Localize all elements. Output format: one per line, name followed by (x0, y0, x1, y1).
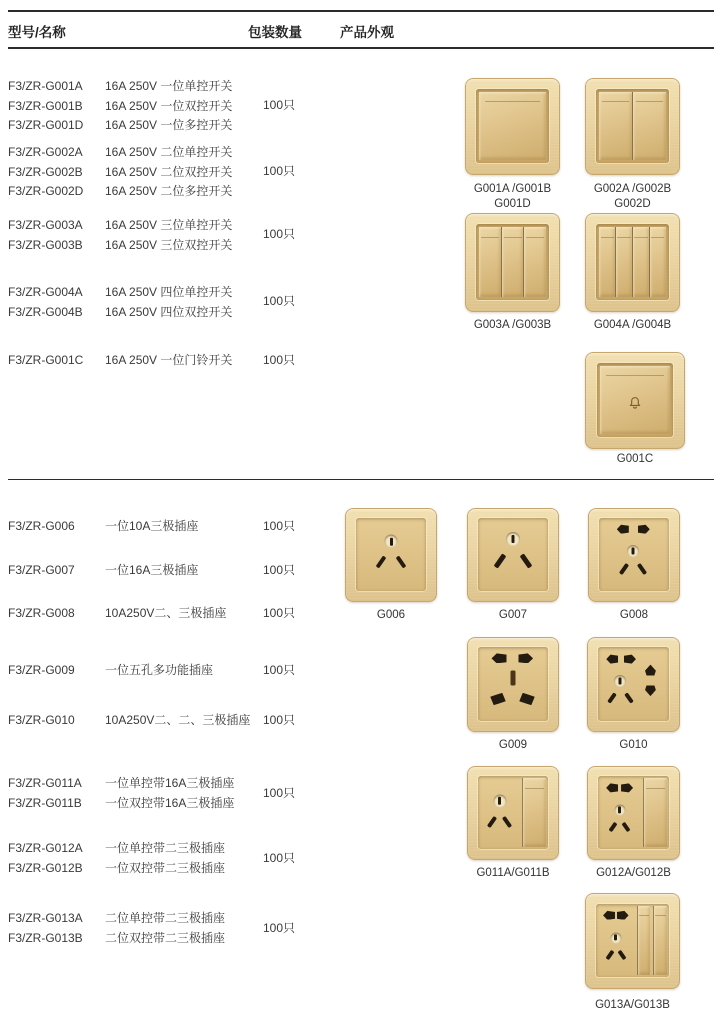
model-code: F3/ZR-G013A (8, 911, 83, 925)
switch-rocker (502, 227, 523, 297)
product-caption-line: G010 (619, 739, 648, 751)
socket-pin-hole (376, 556, 387, 569)
model-code: F3/ZR-G012A (8, 841, 83, 855)
product-description: 一位双控带二三极插座 (105, 860, 226, 875)
header-rule (8, 47, 714, 49)
plate-face (596, 89, 668, 164)
socket-flat-hole (617, 911, 629, 920)
product-caption (448, 182, 578, 212)
plate-face (599, 518, 669, 590)
package-quantity: 100只 (263, 921, 296, 935)
product-caption-line: G007 (498, 609, 528, 621)
product-caption-line: G001A /G001B (473, 183, 552, 195)
socket-earth-hole (627, 545, 639, 557)
product-caption-line: G008 (619, 609, 649, 621)
switch-rocker (600, 366, 670, 435)
model-code: F3/ZR-G002A (8, 145, 83, 159)
socket-flat-hole (492, 653, 507, 663)
section-divider (8, 479, 714, 480)
switch-rocker (479, 227, 500, 297)
package-quantity: 100只 (263, 164, 296, 178)
model-code: F3/ZR-G004B (8, 304, 83, 319)
switch-rocker (638, 906, 650, 976)
package-quantity: 100只 (263, 98, 296, 112)
switch-rocker (654, 906, 666, 976)
product-description: 16A 250V 一位双控开关 (105, 98, 233, 113)
product-image-g001c (585, 352, 685, 449)
product-image-g001 (465, 78, 560, 175)
socket-earth-hole (493, 794, 506, 807)
product-caption (569, 738, 699, 753)
plate-face (356, 518, 426, 590)
column-header-appearance: 产品外观 (340, 25, 394, 40)
product-caption (568, 182, 698, 212)
socket-pin-hole (619, 563, 629, 575)
switch-rocker (650, 227, 666, 297)
package-quantity: 100只 (263, 563, 296, 577)
product-image-g009 (467, 637, 559, 732)
socket-pin-hole (519, 553, 532, 568)
socket-earth-hole (614, 804, 625, 815)
model-code: F3/ZR-G003B (8, 237, 83, 252)
switch-rocker (599, 92, 632, 161)
product-description: 16A 250V 四位双控开关 (105, 304, 233, 319)
socket-pin-hole (494, 553, 507, 568)
socket-pin-hole (622, 822, 631, 832)
product-caption (569, 866, 699, 881)
package-quantity: 100只 (263, 786, 296, 800)
product-caption (326, 608, 456, 623)
package-quantity: 100只 (263, 606, 296, 620)
socket-pin-hole (624, 692, 634, 703)
socket-flat-hole (519, 693, 535, 706)
model-code: F3/ZR-G001D (8, 118, 84, 132)
socket-pin-hole (607, 692, 617, 703)
socket-flat-hole (606, 655, 618, 664)
package-quantity: 100只 (263, 353, 296, 367)
product-description: 一位五孔多功能插座 (105, 663, 214, 677)
product-description: 16A 250V 一位门铃开关 (105, 353, 233, 367)
socket-pin-hole (637, 563, 647, 575)
socket-earth-hole (506, 532, 520, 546)
model-code: F3/ZR-G003A (8, 218, 83, 232)
socket-pin-hole (605, 950, 614, 960)
socket-earth-hole (610, 932, 621, 943)
socket-flat-hole (617, 525, 629, 534)
model-code: F3/ZR-G002B (8, 164, 83, 179)
product-description: 10A250V二、二、三极插座 (105, 713, 251, 727)
package-quantity: 100只 (263, 519, 296, 533)
socket-pin-hole (395, 556, 406, 569)
doorbell-icon (627, 395, 643, 411)
plate-face (598, 647, 669, 720)
product-description: 一位16A三极插座 (105, 563, 199, 577)
model-code: F3/ZR-G010 (8, 713, 75, 727)
model-code: F3/ZR-G012B (8, 860, 83, 875)
switch-rocker (644, 778, 667, 846)
product-caption-line: G002A /G002B (593, 183, 672, 195)
product-caption (448, 738, 578, 753)
package-quantity: 100只 (263, 663, 296, 677)
plate-face (478, 518, 548, 590)
product-description: 16A 250V 二位单控开关 (105, 145, 233, 159)
product-description: 一位双控带16A三极插座 (105, 795, 235, 810)
socket-zone (478, 776, 521, 848)
socket-flat-hole (606, 783, 618, 792)
model-code: F3/ZR-G011A (8, 776, 82, 790)
package-quantity: 100只 (263, 227, 296, 241)
product-caption (568, 998, 698, 1013)
product-image-g010 (587, 637, 680, 732)
socket-pin-hole (511, 671, 516, 686)
product-caption (448, 608, 578, 623)
package-quantity: 100只 (263, 294, 296, 308)
plate-face (478, 647, 548, 720)
product-caption (448, 318, 578, 333)
column-header-model: 型号/名称 (8, 25, 66, 40)
model-code: F3/ZR-G004A (8, 285, 83, 299)
product-image-g006 (345, 508, 437, 602)
product-image-g008 (588, 508, 680, 602)
product-description: 16A 250V 二位多控开关 (105, 184, 233, 198)
plate-face (596, 904, 668, 978)
socket-earth-hole (385, 535, 398, 548)
product-caption (569, 608, 699, 623)
product-caption-line: G013A/G013B (595, 999, 670, 1011)
model-code: F3/ZR-G008 (8, 606, 75, 620)
product-description: 一位单控带二三极插座 (105, 841, 226, 855)
model-code: F3/ZR-G007 (8, 563, 75, 577)
product-description: 16A 250V 三位单控开关 (105, 218, 233, 232)
product-image-g012 (587, 766, 680, 860)
product-image-g013 (585, 893, 680, 989)
socket-earth-hole (614, 675, 626, 687)
product-description: 10A250V二、三极插座 (105, 606, 227, 620)
socket-round-hole (644, 685, 656, 696)
socket-round-hole (644, 665, 656, 676)
product-image-g004 (585, 213, 680, 312)
model-code: F3/ZR-G006 (8, 519, 75, 533)
model-code: F3/ZR-G009 (8, 663, 75, 677)
plate-face (596, 224, 668, 300)
product-image-g011 (467, 766, 559, 860)
switch-rocker (524, 227, 545, 297)
switch-rocker (633, 92, 666, 161)
socket-zone (598, 776, 642, 848)
model-code: F3/ZR-G001B (8, 98, 83, 113)
model-code: F3/ZR-G001A (8, 79, 83, 93)
product-caption (570, 452, 700, 467)
socket-pin-hole (617, 950, 626, 960)
product-caption-line: G004A /G004B (593, 319, 672, 331)
product-caption-line: G003A /G003B (473, 319, 552, 331)
product-description: 二位单控带二三极插座 (105, 911, 226, 925)
product-caption-line: G009 (498, 739, 528, 751)
product-caption-line: G012A/G012B (596, 867, 671, 879)
socket-flat-hole (490, 693, 506, 706)
switch-rocker (523, 778, 546, 846)
switch-rocker (633, 227, 649, 297)
plate-face (476, 89, 548, 164)
switch-rocker (599, 227, 615, 297)
top-rule (8, 10, 714, 12)
socket-flat-hole (621, 783, 633, 792)
socket-flat-hole (518, 653, 533, 663)
product-image-g003 (465, 213, 560, 312)
plate-face (478, 776, 548, 848)
model-code: F3/ZR-G011B (8, 795, 82, 810)
product-description: 16A 250V 三位双控开关 (105, 237, 233, 252)
socket-zone (596, 904, 636, 978)
model-code: F3/ZR-G001C (8, 353, 84, 367)
product-caption-line: G006 (376, 609, 406, 621)
package-quantity: 100只 (263, 851, 296, 865)
product-caption-line: G001D (494, 198, 531, 210)
product-image-g007 (467, 508, 559, 602)
plate-face (476, 224, 548, 300)
socket-pin-hole (502, 816, 512, 828)
product-caption (568, 318, 698, 333)
product-description: 16A 250V 四位单控开关 (105, 285, 233, 299)
product-caption-line: G002D (614, 198, 651, 210)
model-code: F3/ZR-G002D (8, 184, 84, 198)
product-description: 一位10A三极插座 (105, 519, 199, 533)
product-description: 16A 250V 二位双控开关 (105, 164, 233, 179)
socket-flat-hole (624, 655, 636, 664)
product-description: 二位双控带二三极插座 (105, 930, 226, 945)
socket-pin-hole (609, 822, 618, 832)
plate-face (597, 363, 673, 438)
switch-rocker (616, 227, 632, 297)
package-quantity: 100只 (263, 713, 296, 727)
column-header-quantity: 包装数量 (248, 25, 302, 40)
plate-face (598, 776, 669, 848)
product-caption (448, 866, 578, 881)
socket-flat-hole (638, 525, 650, 534)
product-description: 16A 250V 一位单控开关 (105, 79, 233, 93)
socket-pin-hole (487, 816, 497, 828)
product-caption-line: G011A/G011B (476, 867, 550, 879)
model-code: F3/ZR-G013B (8, 930, 83, 945)
socket-flat-hole (603, 911, 615, 920)
switch-rocker (479, 92, 545, 161)
product-image-g002 (585, 78, 680, 175)
product-description: 一位单控带16A三极插座 (105, 776, 235, 790)
product-description: 16A 250V 一位多控开关 (105, 118, 233, 132)
product-caption-line: G001C (616, 453, 654, 465)
